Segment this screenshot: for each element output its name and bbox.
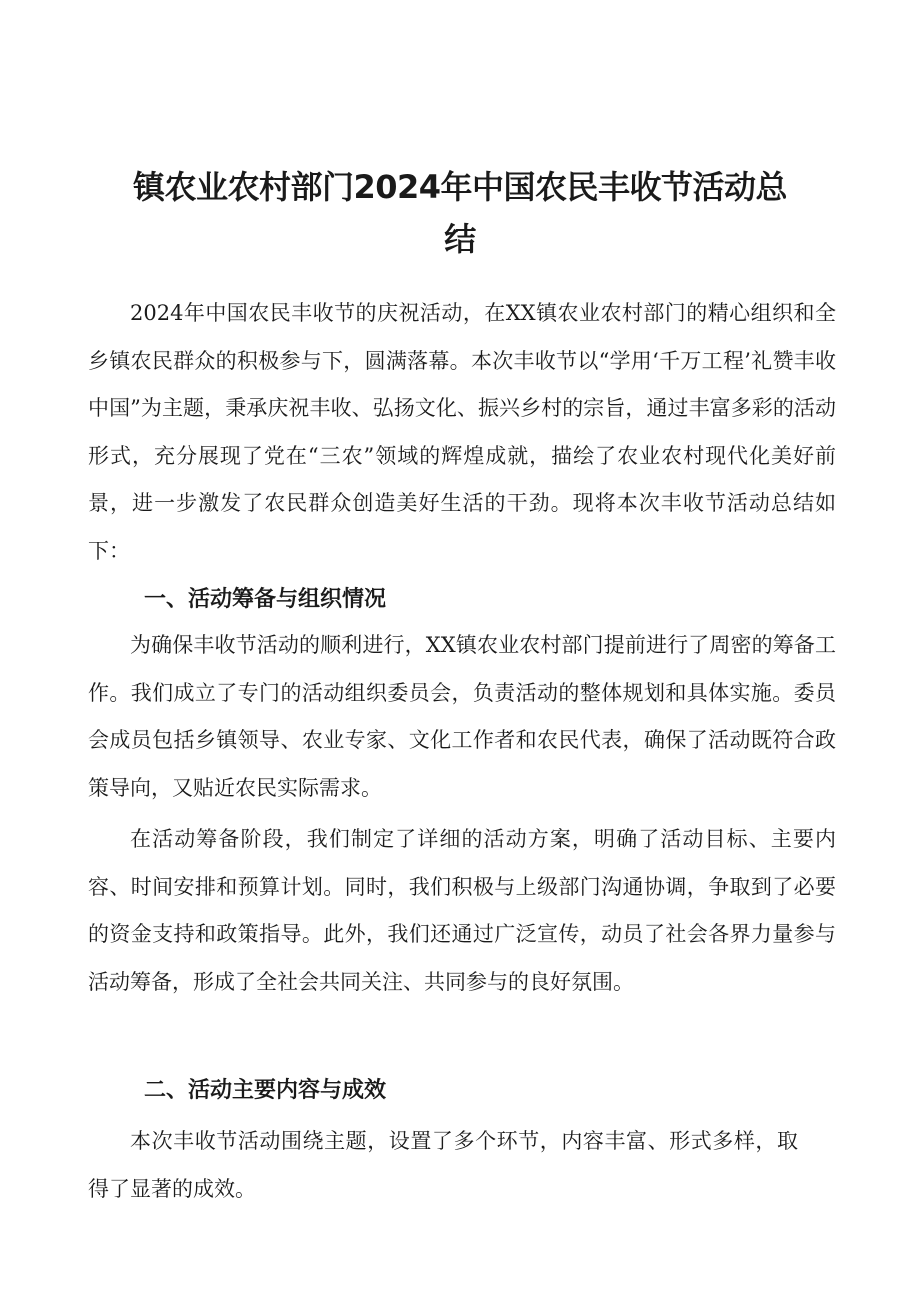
section-1-heading: 一、活动筹备与组织情况 (144, 587, 387, 612)
title-line-2: 结 (444, 220, 476, 259)
section-1-paragraph-1: 为确保丰收节活动的顺利进行，XX镇农业农村部门提前进行了周密的筹备工作。我们成立了专门的活动组织委员会，负责活动的整体规划和具体实施。委员会成员包括乡镇领导、农业专家、文化工作者和农民代表，确保了活动既符合政策导向，又贴近农民实际需求。 (88, 633, 836, 800)
title-line-1: 镇农业农村部门2024年中国农民丰收节活动总 (132, 168, 788, 207)
intro-paragraph: 2024年中国农民丰收节的庆祝活动，在XX镇农业农村部门的精心组织和全乡镇农民群众的积极参与下，圆满落幕。本次丰收节以“学用‘千万工程’礼赞丰收中国”为主题，秉承庆祝丰收、弘扬文化、振兴乡村的宗旨，通过丰富多彩的活动形式，充分展现了党在“三农”领域的辉煌成就，描绘了农业农村现代化美好前景，进一步激发了农民群众创造美好生活的干劲。现将本次丰收节活动总结如下： (88, 301, 836, 563)
document-title (95, 161, 825, 265)
section-2-heading: 二、活动主要内容与成效 (144, 1078, 387, 1103)
section-2-paragraph-1: 本次丰收节活动围绕主题，设置了多个环节，内容丰富、形式多样，取得了显著的成效。 (88, 1129, 798, 1201)
section-1-paragraph-2: 在活动筹备阶段，我们制定了详细的活动方案，明确了活动目标、主要内容、时间安排和预算计划。同时，我们积极与上级部门沟通协调，争取到了必要的资金支持和政策指导。此外，我们还通过广泛宣传，动员了社会各界力量参与活动筹备，形成了全社会共同关注、共同参与的良好氛围。 (88, 827, 836, 994)
